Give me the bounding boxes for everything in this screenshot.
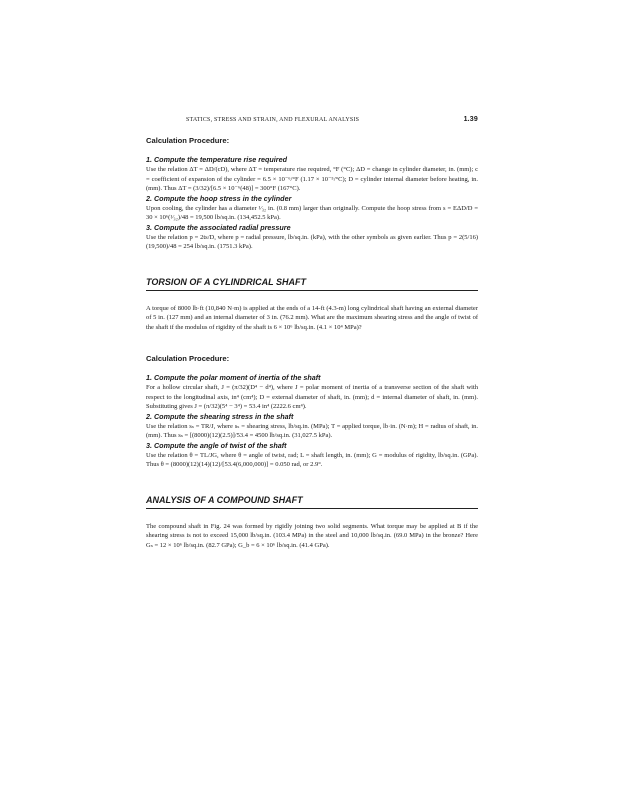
step-heading-hoop-stress: 2. Compute the hoop stress in the cylinder [146,193,292,203]
step-heading-shearing-stress: 2. Compute the shearing stress in the shaft [146,411,294,421]
section-title-compound: ANALYSIS OF A COMPOUND SHAFT [146,495,478,509]
running-title: STATICS, STRESS AND STRAIN, AND FLEXURAL ANALYSIS [186,117,360,123]
calc-heading-2: Calculation Procedure: [146,354,230,363]
step-heading-angle-of-twist: 3. Compute the angle of twist of the shaft [146,440,287,450]
step-text-hoop-stress: Upon cooling, the cylinder has a diameter ¹⁄₃₂ in. (0.8 mm) larger than originally. Compute the hoop stress from s = EΔD/D = 30 × 10⁶(¹⁄₃₂)/48 = 19,500 lb/sq.in. (134,452.5 kPa). [146,204,478,221]
section-title-torsion: TORSION OF A CYLINDRICAL SHAFT [146,277,478,291]
page [146,116,478,550]
step-heading-temperature: 1. Compute the temperature rise required [146,155,287,164]
step-text-polar-moment: For a hollow circular shaft, J = (π/32)(D⁴ − d⁴), where J = polar moment of inertia of a transverse section of the shaft with respect to the longitudinal axis, in⁴ (cm⁴); D = external diameter of shaft, in. (mm); d = internal diameter of shaft, in. (mm). Substituting gives J = (π/32)(5⁴ − 3⁴) = 53.4 in⁴ (2222.6 cm⁴). [146,384,478,410]
step-text-angle-of-twist: Use the relation θ = TL/JG, where θ = angle of twist, rad; L = shaft length, in. (mm); G = modulus of rigidity, lb/sq.in. (GPa). Thus θ = (8000)(12)(14)(12)/[53.4(6,000,000)] = 0.050 rad, or 2.9°. [146,451,478,468]
step-text-radial-pressure: Use the relation p = 2ts/D, where p = radial pressure, lb/sq.in. (kPa), with the other symbols as given earlier. Thus p = 2(5/16)(19,500)/48 = 254 lb/sq.in. (1751.3 kPa). [146,233,478,250]
step-text-shearing-stress: Use the relation sₛ = TR/J, where sₛ = shearing stress, lb/sq.in. (MPa); T = applied torque, lb·in. (N·m); H = radius of shaft, in. (mm). Thus sₛ = [(8000)(12)(2.5)]/53.4 = 4500 lb/sq.in. (31,027.5 kPa). [146,422,478,439]
problem-text-torsion: A torque of 8000 lb·ft (10,840 N·m) is applied at the ends of a 14-ft (4.3-m) long cylindrical shaft having an external diameter of 5 in. (127 mm) and an internal diameter of 3 in. (76.2 mm). What are the maximum shearing stress and the angle of twist of the shaft if the modulus of rigidity of the shaft is 6 × 10⁶ lb/sq.in. (4.1 × 10⁴ MPa)? [146,304,478,331]
calc-heading-1: Calculation Procedure: [146,136,230,145]
problem-text-compound: The compound shaft in Fig. 24 was formed by rigidly joining two solid segments. What torque may be applied at B if the shearing stress is not to exceed 15,000 lb/sq.in. (103.4 MPa) in the steel and 10,000 lb/sq.in. (69.0 MPa) in the bronze? Here Gₛ = 12 × 10⁶ lb/sq.in. (82.7 GPa); G_b = 6 × 10⁶ lb/sq.in. (41.4 GPa). [146,522,478,549]
step-heading-polar-moment: 1. Compute the polar moment of inertia of the shaft [146,373,321,382]
page-number: 1.39 [463,116,478,123]
step-heading-radial-pressure: 3. Compute the associated radial pressure [146,222,291,232]
step-text-temperature: Use the relation ΔT = ΔD/(cD), where ΔT = temperature rise required, °F (°C); ΔD = change in cylinder diameter, in. (mm); c = coefficient of expansion of the cylinder = 6.5 × 10⁻⁶/°F (1.17 × 10⁻⁵/°C); D = cylinder internal diameter before heating, in. (mm). Thus ΔT = (3/32)/[6.5 × 10⁻⁶(48)] = 300°F (167°C). [146,166,478,192]
running-header [186,116,478,123]
